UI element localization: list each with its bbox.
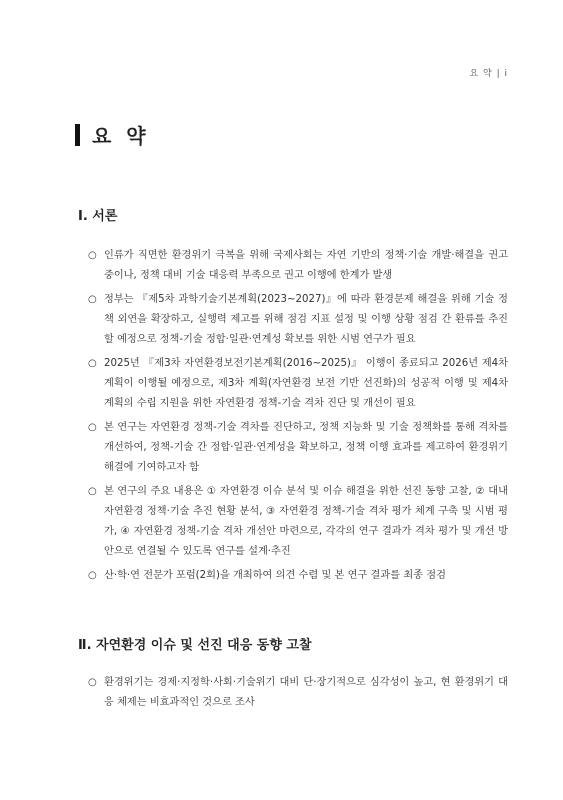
running-header: 요 약 | i: [469, 69, 508, 79]
bullet-circle-icon: ○: [88, 358, 97, 369]
title-bar: [75, 124, 80, 146]
bullet-circle-icon: ○: [88, 486, 97, 497]
section-natural-environment-issues: [78, 634, 508, 717]
bullet-circle-icon: ○: [88, 422, 97, 433]
bullet-text: 본 연구의 주요 내용은 ① 자연환경 이슈 분석 및 이슈 해결을 위한 선진 동향 고찰, ② 대내 자연환경 정책·기술 추진 현황 분석, ③ 자연환경 정책-기술 격차 평가 체계 구축 및 시범 평가, ④ 자연환경 정책-기술 격차 개선안 마련으로, 각각의 연구 결과가 격차 평가 및 개선 방안으로 연결될 수 있도록 연구를 설계·추진: [104, 486, 508, 557]
bullet-text: 환경위기는 경제·지정학·사회·기술위기 대비 단·장기적으로 심각성이 높고, 현 환경위기 대응 체제는 비효과적인 것으로 조사: [104, 677, 508, 708]
page-title: 요 약: [92, 124, 150, 148]
page-title-block: [75, 120, 150, 149]
bullet-text: 정부는 『제5차 과학기술기본계획(2023~2027)』에 따라 환경문제 해결을 위해 기술 정책 외연을 확장하고, 실행력 제고를 위해 점검 지표 설정 및 이행 상황 점검 간 환류를 추진할 예정으로 정책-기술 정합·일관·연계성 확보를 위한 시범 연구가 필요: [104, 294, 508, 345]
list-item: [78, 290, 508, 350]
bullet-text: 2025년 『제3차 자연환경보전기본계획(2016~2025)』 이행이 종료되고 2026년 제4차 계획이 이행될 예정으로, 제3차 계획(자연환경 보전 기반 선진화)의 성공적 이행 및 제4차 계획의 수립 지원을 위한 자연환경 정책-기술 격차 진단 및 개선이 필요: [104, 358, 508, 409]
bullet-circle-icon: ○: [88, 677, 97, 688]
bullet-circle-icon: ○: [88, 570, 97, 581]
section-introduction: [78, 205, 508, 590]
section-heading: Ⅱ. 자연환경 이슈 및 선진 대응 동향 고찰: [78, 638, 312, 653]
bullet-circle-icon: ○: [88, 250, 97, 261]
bullet-list: [78, 246, 508, 586]
section-heading: Ⅰ. 서론: [78, 209, 118, 224]
list-item: [78, 354, 508, 414]
list-item: [78, 566, 508, 586]
bullet-circle-icon: ○: [88, 294, 97, 305]
list-item: [78, 482, 508, 562]
list-item: [78, 246, 508, 286]
bullet-text: 본 연구는 자연환경 정책-기술 격차를 진단하고, 정책 지능화 및 기술 정책화를 통해 격차를 개선하여, 정책-기술 간 정합·일관·연계성을 확보하고, 정책 이행 효과를 제고하여 환경위기 해결에 기여하고자 함: [104, 422, 508, 473]
list-item: [78, 418, 508, 478]
bullet-list: [78, 673, 508, 713]
list-item: [78, 673, 508, 713]
bullet-text: 산·학·연 전문가 포럼(2회)을 개최하여 의견 수렴 및 본 연구 결과를 최종 점검: [104, 570, 446, 581]
bullet-text: 인류가 직면한 환경위기 극복을 위해 국제사회는 자연 기반의 정책·기술 개발·해결을 권고 중이나, 정책 대비 기술 대응력 부족으로 권고 이행에 한계가 발생: [104, 250, 508, 281]
